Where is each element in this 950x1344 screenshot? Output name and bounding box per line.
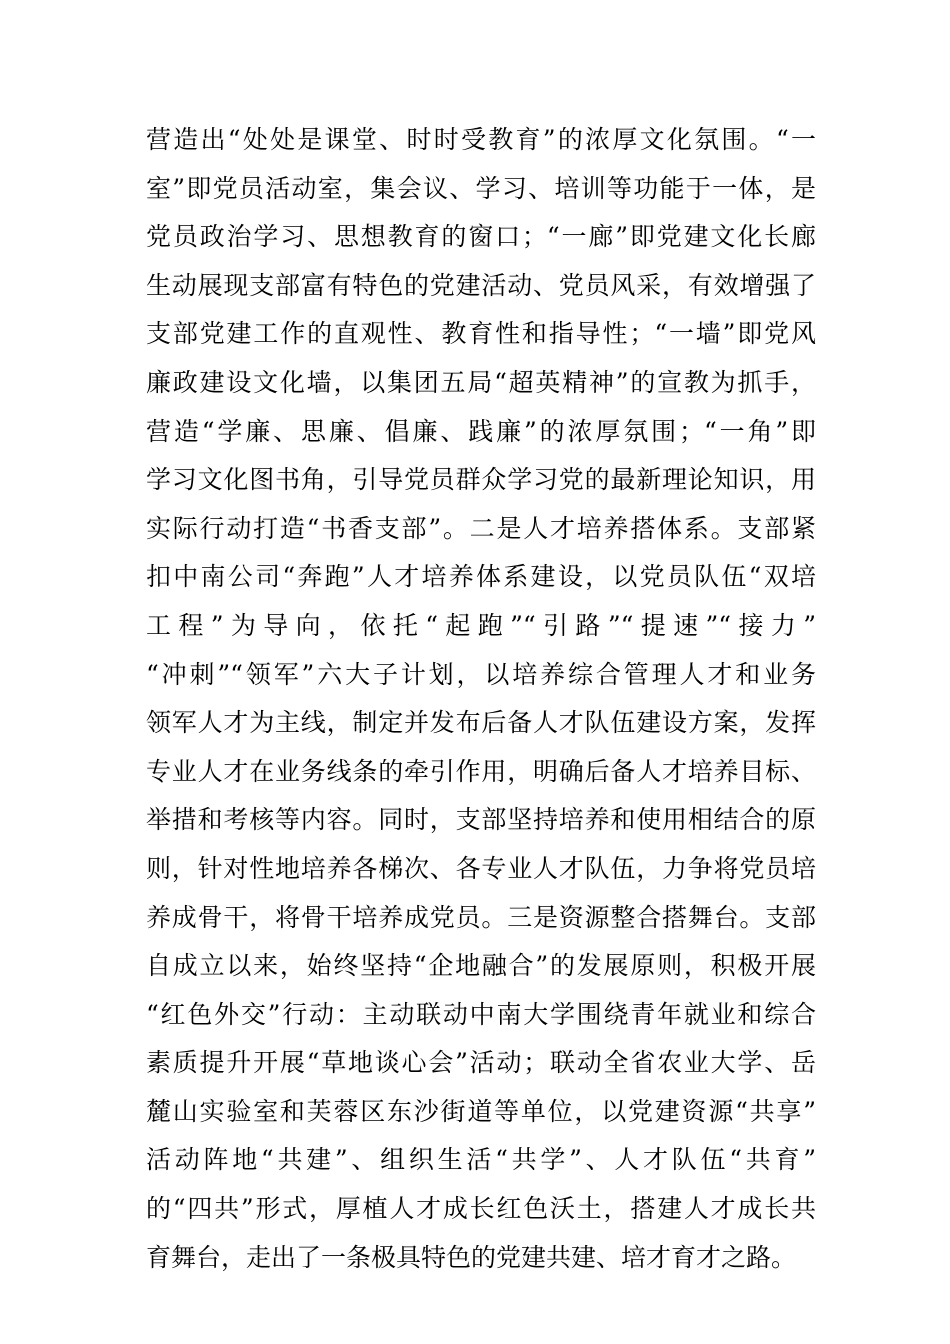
text-line: 党员政治学习、思想教育的窗口；“一廊”即党建文化长廊 — [146, 222, 816, 252]
text-line: 工程”为导向，依托“起跑”“引路”“提速”“接力” — [146, 610, 816, 640]
text-line: 专业人才在业务线条的牵引作用，明确后备人才培养目标、 — [146, 756, 816, 786]
text-line: 养成骨干，将骨干培养成党员。三是资源整合搭舞台。支部 — [146, 902, 816, 932]
text-line: 生动展现支部富有特色的党建活动、党员风采，有效增强了 — [146, 270, 816, 300]
text-line: 营造“学廉、思廉、倡廉、践廉”的浓厚氛围；“一角”即 — [146, 416, 816, 446]
text-line: 实际行动打造“书香支部”。二是人才培养搭体系。支部紧 — [146, 513, 816, 543]
text-line: 素质提升开展“草地谈心会”活动；联动全省农业大学、岳 — [146, 1048, 816, 1078]
text-line: 领军人才为主线，制定并发布后备人才队伍建设方案，发挥 — [146, 708, 816, 738]
text-line: “冲刺”“领军”六大子计划，以培养综合管理人才和业务 — [146, 659, 816, 689]
text-line: 营造出“处处是课堂、时时受教育”的浓厚文化氛围。“一 — [146, 125, 816, 154]
text-line: 廉政建设文化墙，以集团五局“超英精神”的宣教为抓手， — [146, 367, 816, 397]
body-paragraph — [146, 116, 816, 1282]
text-line: 支部党建工作的直观性、教育性和指导性；“一墙”即党风 — [146, 319, 816, 349]
text-line: 育舞台，走出了一条极具特色的党建共建、培才育才之路。 — [146, 1242, 797, 1272]
text-line: 自成立以来，始终坚持“企地融合”的发展原则，积极开展 — [146, 951, 816, 981]
text-line: “红色外交”行动：主动联动中南大学围绕青年就业和综合 — [146, 999, 816, 1029]
text-line: 室”即党员活动室，集会议、学习、培训等功能于一体，是 — [146, 173, 816, 203]
text-line: 扣中南公司“奔跑”人才培养体系建设，以党员队伍“双培 — [146, 562, 816, 592]
text-line: 活动阵地“共建”、组织生活“共学”、人才队伍“共育” — [146, 1145, 816, 1175]
text-line: 举措和考核等内容。同时，支部坚持培养和使用相结合的原 — [146, 805, 816, 835]
text-line: 的“四共”形式，厚植人才成长红色沃土，搭建人才成长共 — [146, 1194, 816, 1224]
text-line: 则，针对性地培养各梯次、各专业人才队伍，力争将党员培 — [146, 853, 816, 883]
text-line: 学习文化图书角，引导党员群众学习党的最新理论知识，用 — [146, 465, 816, 495]
text-line: 麓山实验室和芙蓉区东沙街道等单位，以党建资源“共享” — [146, 1096, 816, 1126]
